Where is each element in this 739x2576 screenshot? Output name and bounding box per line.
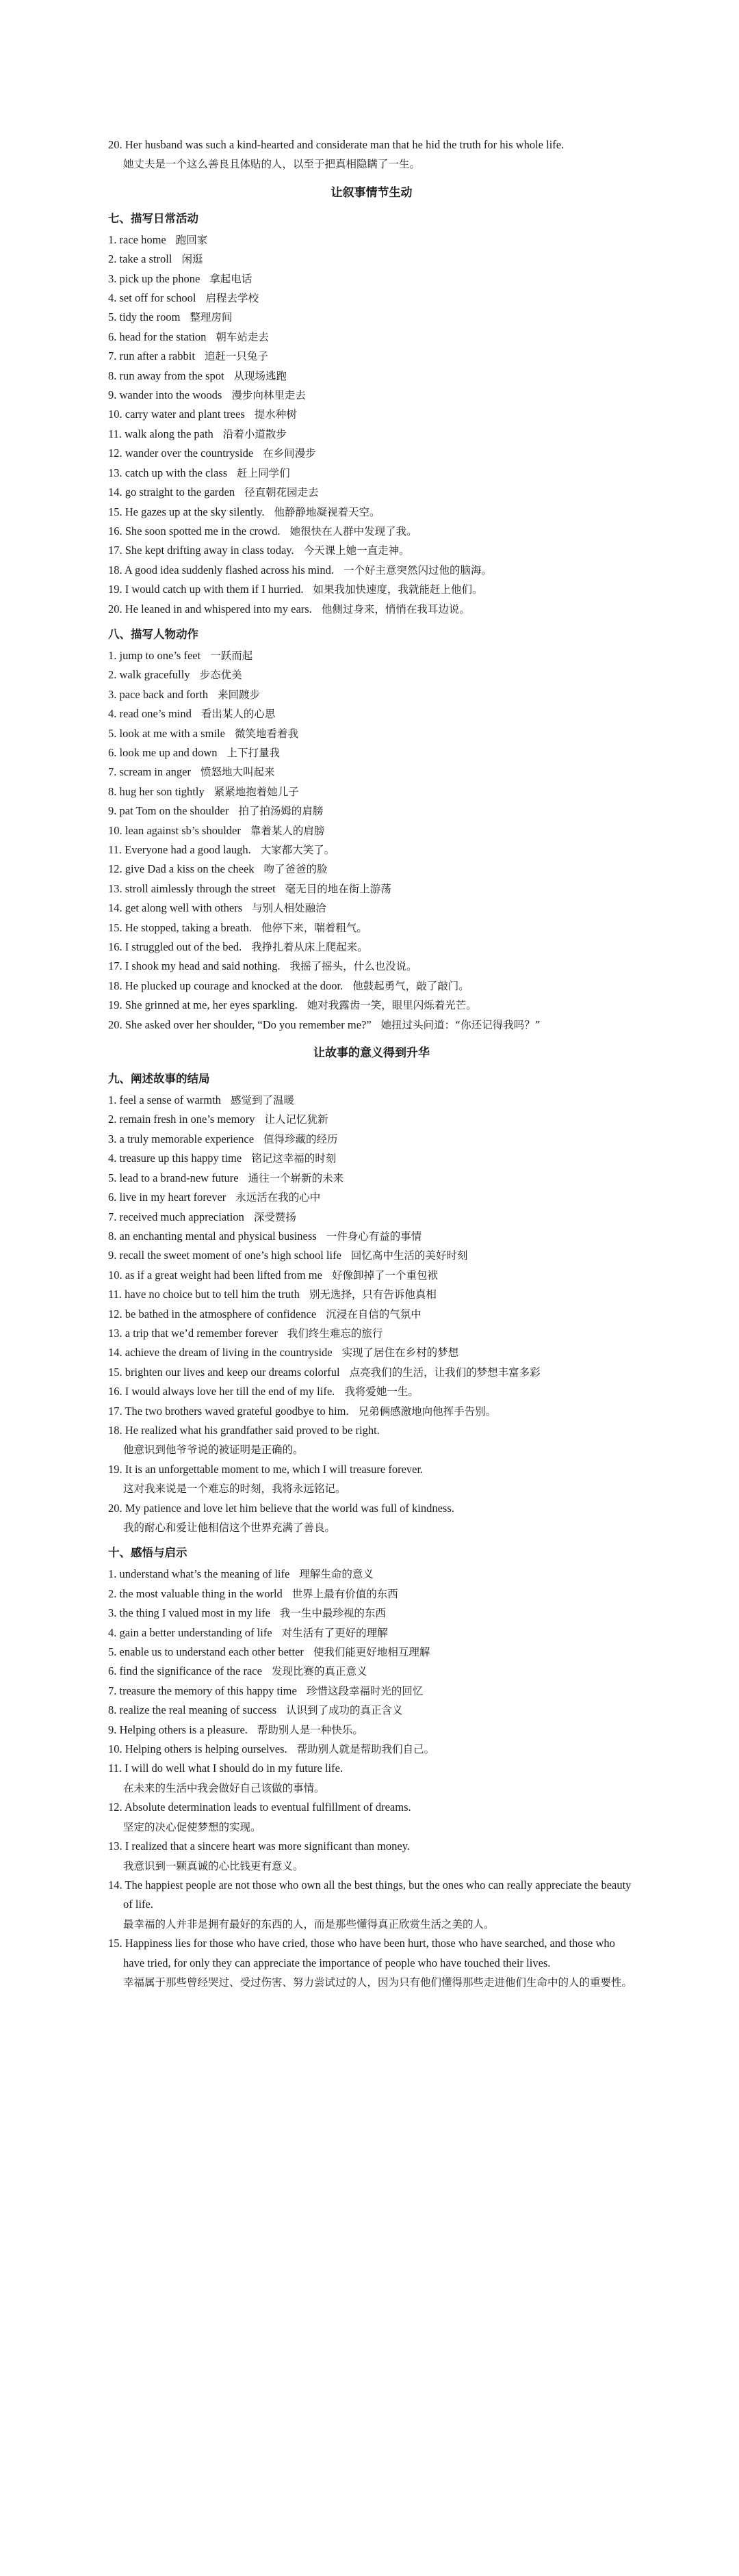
list-item — [108, 1382, 635, 1401]
english-phrase: 17. She kept drifting away in class today. — [108, 544, 294, 557]
chinese-translation: 深受赞扬 — [253, 1210, 296, 1223]
section-heading: 七、描写日常活动 — [108, 211, 198, 225]
english-phrase: 12. give Dad a kiss on the cheek — [108, 862, 255, 876]
chinese-translation: 看出某人的心思 — [200, 708, 276, 721]
english-phrase: 20. My patience and love let him believe that the world was full of kindness. — [108, 1501, 454, 1515]
chinese-translation: 值得珍藏的经历 — [263, 1132, 338, 1145]
english-phrase: 16. I would always love her till the end of my life. — [108, 1385, 335, 1398]
list-item — [108, 483, 635, 502]
english-phrase: 7. scream in anger — [108, 765, 191, 779]
chinese-translation: 她扭过头问道：“你还记得我吗？” — [380, 1018, 541, 1031]
english-phrase: 20. She asked over her shoulder, “Do you remember me?” — [108, 1018, 372, 1031]
list-item — [108, 1305, 635, 1324]
chinese-translation: 他侧过身来，悄悄在我耳边说。 — [321, 602, 470, 615]
list-item — [108, 1169, 635, 1188]
chinese-translation: 这对我来说是一个难忘的时刻，我将永远铭记。 — [123, 1483, 346, 1496]
chinese-translation: 漫步向林里走去 — [231, 389, 306, 402]
chinese-translation: 理解生命的意义 — [299, 1568, 374, 1581]
english-phrase: 18. He plucked up courage and knocked at the door. — [108, 979, 343, 992]
section-heading: 九、阐述故事的结局 — [108, 1072, 210, 1086]
english-phrase: 7. received much appreciation — [108, 1210, 244, 1223]
english-phrase: 10. carry water and plant trees — [108, 408, 245, 421]
chinese-translation: 与别人相处融洽 — [252, 902, 326, 915]
chinese-translation: 实现了居住在乡村的梦想 — [341, 1346, 459, 1359]
chinese-translation: 点亮我们的生活，让我们的梦想丰富多彩 — [349, 1366, 541, 1379]
english-phrase: 9. recall the sweet moment of one’s high school life — [108, 1249, 341, 1262]
english-phrase: 7. treasure the memory of this happy time — [108, 1684, 297, 1697]
list-item — [108, 801, 635, 821]
english-phrase: 6. live in my heart forever — [108, 1191, 226, 1204]
chinese-translation: 他静静地凝视着天空。 — [274, 505, 380, 518]
list-item — [108, 561, 635, 580]
english-phrase: 13. a trip that we’d remember forever — [108, 1326, 278, 1340]
chinese-translation: 沉浸在自信的气氛中 — [326, 1307, 422, 1320]
chinese-translation: 追赶一只兔子 — [204, 350, 268, 363]
list-item — [108, 503, 635, 522]
list-item — [108, 1130, 635, 1149]
english-phrase: 2. remain fresh in one’s memory — [108, 1113, 255, 1126]
list-item — [108, 308, 635, 327]
intro-list — [108, 135, 635, 174]
chinese-translation: 他停下来，喘着粗气。 — [261, 921, 367, 934]
english-phrase: 19. She grinned at me, her eyes sparkling. — [108, 998, 298, 1012]
english-phrase: 8. an enchanting mental and physical business — [108, 1229, 317, 1243]
english-phrase: 13. catch up with the class — [108, 466, 228, 479]
english-phrase: 10. lean against sb’s shoulder — [108, 823, 241, 837]
english-phrase: 14. get along well with others — [108, 901, 243, 915]
chinese-translation: 毫无目的地在街上游荡 — [285, 882, 391, 895]
list-item — [108, 724, 635, 743]
english-phrase: 19. I would catch up with them if I hurried. — [108, 583, 304, 596]
list-item — [108, 762, 635, 782]
list-item — [108, 1421, 635, 1460]
chinese-translation: 沿着小道散步 — [222, 427, 287, 440]
chinese-translation: 一件身心有益的事情 — [326, 1230, 422, 1243]
english-phrase: 11. Everyone had a good laugh. — [108, 843, 251, 856]
chinese-translation: 发现比赛的真正意义 — [271, 1665, 367, 1678]
english-phrase: 10. as if a great weight had been lifted from me — [108, 1268, 322, 1282]
list-item — [108, 646, 635, 665]
chinese-translation: 好像卸掉了一个重包袱 — [331, 1269, 438, 1282]
chinese-translation: 让人记忆犹新 — [264, 1113, 328, 1126]
chinese-translation: 步态优美 — [199, 669, 242, 682]
chinese-translation: 帮助别人是一种快乐。 — [257, 1723, 363, 1736]
list-item — [108, 1584, 635, 1604]
chinese-translation: 我意识到一颗真诚的心比钱更有意义。 — [123, 1859, 304, 1872]
list-item — [108, 522, 635, 541]
english-phrase: 2. the most valuable thing in the world — [108, 1586, 283, 1600]
chinese-translation: 幸福属于那些曾经哭过、受过伤害、努力尝试过的人，因为只有他们懂得那些走进他们生命中的人的重要性。 — [123, 1976, 633, 1989]
english-phrase: 12. wander over the countryside — [108, 447, 254, 460]
list-item — [108, 464, 635, 483]
chinese-translation: 径直朝花园走去 — [244, 486, 319, 499]
chinese-translation: 使我们能更好地相互理解 — [313, 1646, 430, 1659]
list-item — [108, 1110, 635, 1129]
list-item — [108, 1208, 635, 1227]
list-item — [108, 1623, 635, 1643]
list-item — [108, 685, 635, 704]
chinese-translation: 别无选择，只有告诉他真相 — [309, 1288, 437, 1301]
chinese-translation: 她丈夫是一个这么善良且体贴的人，以至于把真相隐瞒了一生。 — [123, 158, 421, 171]
list-item — [108, 1266, 635, 1285]
chinese-translation: 朝车站走去 — [216, 330, 269, 343]
chinese-translation: 大家都大笑了。 — [260, 844, 335, 856]
chinese-translation: 认识到了成功的真正含义 — [286, 1704, 403, 1717]
english-phrase: 5. tidy the room — [108, 310, 181, 324]
list-item — [108, 1402, 635, 1421]
english-phrase: 18. He realized what his grandfather said proved to be right. — [108, 1423, 380, 1437]
list-item — [108, 1798, 635, 1837]
chinese-translation: 她对我露齿一笑，眼里闪烁着光芒。 — [307, 999, 477, 1012]
english-phrase: 3. pick up the phone — [108, 271, 200, 285]
list-item — [108, 899, 635, 918]
chinese-translation: 一跃而起 — [210, 649, 253, 662]
list-item — [108, 1499, 635, 1538]
english-phrase: 1. jump to one’s feet — [108, 648, 201, 662]
list-item — [108, 405, 635, 424]
parts-container — [108, 183, 635, 1993]
list-item — [108, 957, 635, 976]
chinese-translation: 永远活在我的心中 — [235, 1191, 321, 1204]
list-item — [108, 386, 635, 405]
chinese-translation: 对生活有了更好的理解 — [281, 1626, 388, 1639]
chinese-translation: 紧紧地抱着她儿子 — [213, 785, 299, 798]
list-item — [108, 1285, 635, 1304]
chinese-translation: 兄弟俩感激地向他挥手告别。 — [358, 1405, 497, 1418]
english-phrase: 11. walk along the path — [108, 427, 213, 440]
english-phrase: 15. brighten our lives and keep our dreams colorful — [108, 1365, 340, 1379]
chinese-translation: 她很快在人群中发现了我。 — [289, 525, 417, 537]
chinese-translation: 吻了爸爸的脸 — [263, 863, 328, 876]
english-phrase: 17. I shook my head and said nothing. — [108, 959, 281, 973]
list-item — [108, 977, 635, 996]
english-phrase: 3. a truly memorable experience — [108, 1132, 255, 1145]
phrase-list — [108, 646, 635, 1035]
chinese-translation: 靠着某人的肩膀 — [250, 824, 325, 837]
list-item — [108, 860, 635, 879]
chinese-translation: 来回踱步 — [218, 688, 261, 701]
chinese-translation: 上下打量我 — [226, 746, 280, 759]
english-phrase: 11. I will do well what I should do in my future life. — [108, 1762, 343, 1775]
chinese-translation: 我一生中最珍视的东西 — [279, 1607, 386, 1620]
english-phrase: 2. take a stroll — [108, 252, 172, 266]
list-item — [108, 541, 635, 560]
english-phrase: 19. It is an unforgettable moment to me, which I will treasure forever. — [108, 1462, 424, 1476]
phrase-list — [108, 1091, 635, 1537]
list-item — [108, 918, 635, 938]
english-phrase: 15. He gazes up at the sky silently. — [108, 505, 265, 518]
list-item — [108, 840, 635, 860]
english-phrase: 13. I realized that a sincere heart was more significant than money. — [108, 1840, 411, 1853]
list-item — [108, 250, 635, 269]
list-item — [108, 1460, 635, 1499]
english-phrase: 1. understand what’s the meaning of life — [108, 1567, 290, 1581]
section-heading: 八、描写人物动作 — [108, 627, 198, 641]
english-phrase: 20. Her husband was such a kind-hearted and considerate man that he hid the truth for his whole life. — [108, 138, 565, 151]
english-phrase: 9. wander into the woods — [108, 388, 222, 402]
list-item — [108, 879, 635, 899]
english-phrase: 6. find the significance of the race — [108, 1664, 262, 1678]
english-phrase: 3. pace back and forth — [108, 687, 209, 701]
english-phrase: 13. stroll aimlessly through the street — [108, 881, 276, 895]
english-phrase: 15. Happiness lies for those who have cried, those who have been hurt, those who have searched, and those who have tried, for only they can appreciate the importance of people who have touched their lives. — [108, 1937, 615, 1969]
english-phrase: 12. be bathed in the atmosphere of confidence — [108, 1307, 317, 1320]
list-item — [108, 269, 635, 289]
list-item — [108, 135, 635, 174]
chinese-translation: 闲逛 — [181, 253, 203, 266]
english-phrase: 4. gain a better understanding of life — [108, 1625, 272, 1639]
english-phrase: 5. enable us to understand each other better — [108, 1645, 304, 1659]
list-item — [108, 996, 635, 1015]
list-item — [108, 1701, 635, 1720]
list-item — [108, 665, 635, 685]
chinese-translation: 回忆高中生活的美好时刻 — [350, 1249, 468, 1262]
english-phrase: 16. She soon spotted me in the crowd. — [108, 524, 281, 537]
list-item — [108, 1682, 635, 1701]
english-phrase: 7. run after a rabbit — [108, 349, 195, 363]
english-phrase: 20. He leaned in and whispered into my ears. — [108, 602, 312, 615]
chinese-translation: 在未来的生活中我会做好自己该做的事情。 — [123, 1781, 325, 1794]
chinese-translation: 微笑地看着我 — [234, 727, 298, 740]
list-item — [108, 600, 635, 619]
english-phrase: 14. go straight to the garden — [108, 486, 235, 499]
english-phrase: 9. Helping others is a pleasure. — [108, 1723, 248, 1736]
chinese-translation: 在乡间漫步 — [263, 447, 316, 460]
list-item — [108, 1604, 635, 1623]
list-item — [108, 1759, 635, 1798]
english-phrase: 5. look at me with a smile — [108, 726, 225, 740]
chinese-translation: 我们终生难忘的旅行 — [287, 1327, 383, 1340]
english-phrase: 15. He stopped, taking a breath. — [108, 920, 252, 934]
chinese-translation: 我挣扎着从床上爬起来。 — [251, 941, 368, 954]
chinese-translation: 珍惜这段幸福时光的回忆 — [306, 1684, 424, 1697]
list-item — [108, 425, 635, 444]
part-title: 让故事的意义得到升华 — [313, 1046, 430, 1061]
english-phrase: 12. Absolute determination leads to eventual fulfillment of dreams. — [108, 1801, 411, 1814]
chinese-translation: 我将爱她一生。 — [344, 1385, 419, 1398]
english-phrase: 18. A good idea suddenly flashed across his mind. — [108, 563, 334, 576]
list-item — [108, 821, 635, 840]
chinese-translation: 从现场逃跑 — [233, 369, 287, 382]
chinese-translation: 提水种树 — [254, 408, 297, 421]
part-title: 让叙事情节生动 — [330, 185, 413, 200]
english-phrase: 6. head for the station — [108, 330, 207, 343]
chinese-translation: 整理房间 — [190, 311, 233, 324]
chinese-translation: 他鼓起勇气，敲了敲门。 — [352, 979, 469, 992]
list-item — [108, 1721, 635, 1740]
english-phrase: 16. I struggled out of the bed. — [108, 940, 242, 954]
english-phrase: 5. lead to a brand-new future — [108, 1171, 239, 1184]
english-phrase: 8. run away from the spot — [108, 369, 224, 382]
list-item — [108, 328, 635, 347]
chinese-translation: 坚定的决心促使梦想的实现。 — [123, 1820, 261, 1833]
english-phrase: 1. race home — [108, 233, 166, 246]
list-item — [108, 938, 635, 957]
chinese-translation: 铭记这幸福的时刻 — [251, 1152, 337, 1165]
list-item — [108, 1343, 635, 1362]
chinese-translation: 他意识到他爷爷说的被证明是正确的。 — [123, 1444, 304, 1457]
chinese-translation: 启程去学校 — [205, 292, 259, 305]
english-phrase: 17. The two brothers waved grateful goodbye to him. — [108, 1404, 349, 1418]
chinese-translation: 拿起电话 — [209, 272, 252, 285]
english-phrase: 4. set off for school — [108, 291, 196, 305]
chinese-translation: 感觉到了温暖 — [230, 1094, 294, 1107]
list-item — [108, 1837, 635, 1876]
list-item — [108, 1934, 635, 1992]
chinese-translation: 最幸福的人并非是拥有最好的东西的人，而是那些懂得真正欣赏生活之美的人。 — [123, 1917, 495, 1930]
english-phrase: 4. treasure up this happy time — [108, 1152, 242, 1165]
english-phrase: 3. the thing I valued most in my life — [108, 1606, 270, 1620]
chinese-translation: 跑回家 — [175, 233, 208, 246]
list-item — [108, 1149, 635, 1168]
list-item — [108, 1643, 635, 1662]
chinese-translation: 我的耐心和爱让他相信这个世界充满了善良。 — [123, 1522, 336, 1534]
english-phrase: 11. have no choice but to tell him the truth — [108, 1288, 300, 1301]
phrase-list — [108, 230, 635, 619]
list-item — [108, 1565, 635, 1584]
list-item — [108, 367, 635, 386]
list-item — [108, 782, 635, 801]
list-item — [108, 289, 635, 308]
list-item — [108, 1015, 635, 1035]
english-phrase: 6. look me up and down — [108, 745, 218, 759]
list-item — [108, 230, 635, 250]
phrase-list — [108, 1565, 635, 1992]
chinese-translation: 世界上最有价值的东西 — [291, 1587, 398, 1600]
document-body — [108, 135, 635, 1996]
chinese-translation: 通往一个崭新的未来 — [248, 1171, 344, 1184]
english-phrase: 8. realize the real meaning of success — [108, 1703, 277, 1717]
chinese-translation: 赶上同学们 — [237, 466, 290, 479]
list-item — [108, 444, 635, 463]
list-item — [108, 1227, 635, 1246]
list-item — [108, 704, 635, 723]
chinese-translation: 帮助别人就是帮助我们自己。 — [296, 1743, 435, 1756]
english-phrase: 4. read one’s mind — [108, 707, 192, 721]
list-item — [108, 1324, 635, 1343]
english-phrase: 10. Helping others is helping ourselves. — [108, 1742, 287, 1756]
chinese-translation: 愤怒地大叫起来 — [200, 766, 275, 779]
list-item — [108, 743, 635, 762]
chinese-translation: 一个好主意突然闪过他的脑海。 — [343, 563, 492, 576]
chinese-translation: 我摇了摇头，什么也没说。 — [289, 960, 417, 973]
english-phrase: 8. hug her son tightly — [108, 784, 205, 798]
english-phrase: 1. feel a sense of warmth — [108, 1093, 221, 1107]
english-phrase: 14. The happiest people are not those who own all the best things, but the ones who can really appreciate the beauty of life. — [108, 1878, 632, 1911]
list-item — [108, 1740, 635, 1759]
list-item — [108, 1188, 635, 1207]
english-phrase: 2. walk gracefully — [108, 668, 190, 682]
section-heading: 十、感悟与启示 — [108, 1546, 187, 1560]
list-item — [108, 1246, 635, 1265]
list-item — [108, 580, 635, 599]
list-item — [108, 1876, 635, 1934]
chinese-translation: 如果我加快速度，我就能赶上他们。 — [313, 583, 483, 596]
list-item — [108, 347, 635, 366]
list-item — [108, 1662, 635, 1681]
chinese-translation: 今天课上她一直走神。 — [303, 544, 410, 557]
english-phrase: 14. achieve the dream of living in the countryside — [108, 1346, 333, 1359]
list-item — [108, 1091, 635, 1110]
english-phrase: 9. pat Tom on the shoulder — [108, 804, 229, 818]
chinese-translation: 拍了拍汤姆的肩膀 — [238, 805, 324, 818]
list-item — [108, 1363, 635, 1382]
